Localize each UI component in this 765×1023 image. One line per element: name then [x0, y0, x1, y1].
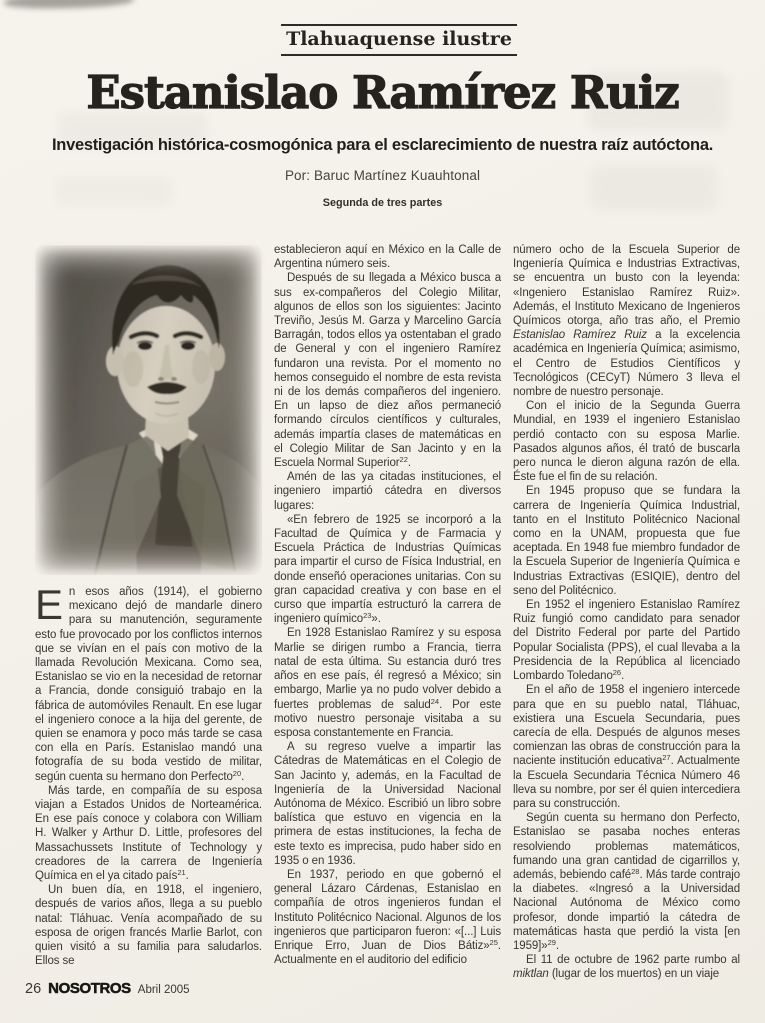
part-note: Segunda de tres partes [322, 197, 443, 209]
article-subtitle: Investigación histórica-cosmogónica para el esclarecimiento de nuestra raíz autóctona. [52, 136, 713, 154]
text-run: n esos años (1914), el gobierno mexicano dejó de mandarle dinero para su manutención, seguramente esto fue provocado por los conflictos internos que se vivían en el país con motivo de la llamada Revolución Mexicana. Como sea, Estanislao se vio en la necesidad de retornar a Francia, donde consiguió trabajo en la fábrica de automóviles Renault. En ese lugar el ingeniero conoce a la hija del gerente, de quien se enamora y poco más tarde se casa con ella en París. Estanislao mandó una fotografía de su boda vestido de militar, según cuenta su hermano don Perfecto [35, 586, 262, 783]
article-body [35, 243, 740, 982]
text-run: . Más tarde contrajo la diabetes. «Ingresó a la Universidad Nacional Autónoma de México como profesor, donde impartió la cátedra de matemáticas hasta que perdió la vista [en 1959]» [513, 868, 740, 952]
text-run: Estanislao Ramírez Ruiz [513, 329, 647, 342]
text-run: Según cuenta su hermano don Perfecto, Estanislao se pasaba noches enteras resolviendo problemas matemáticos, fumando una gran cantidad de cigarrillos y, además, bebiendo café [513, 812, 740, 881]
footnote-reference: 26 [612, 668, 622, 678]
text-run: En 1945 propuso que se fundara la carrera de Ingeniería Química Industrial, tanto en el Instituto Politécnico Nacional como en la UNAM, propuesta que fue aceptada. En 1948 fue miembro fundador de la Escuela Superior de Ingeniería Química e Industrias Extractivas (ESIQIE), dentro del seno del Politécnico. [513, 485, 740, 597]
article-paragraph [274, 868, 501, 967]
footnote-reference: 22 [399, 455, 408, 465]
drop-cap: E [35, 581, 63, 628]
text-run: establecieron aquí en México en la Calle de Argentina número seis. [274, 244, 501, 271]
article-paragraph [513, 598, 740, 683]
footnote-reference: 24 [430, 696, 440, 706]
text-run: . [621, 670, 625, 683]
article-paragraph [513, 484, 740, 598]
text-run: (lugar de los muertos) en un viaje [548, 968, 720, 981]
text-run: Más tarde, en compañía de su esposa viajan a Estados Unidos de Norteamérica. En ese país conoce y colabora con William H. Walker y Arthur D. Little, profesores del Massachussets Institute of Technology y creadores de la carrera de Ingeniería Química en el ya citado país [35, 784, 262, 883]
text-run: En 1937, periodo en que gobernó el general Lázaro Cárdenas, Estanislao en compañía de otros ingenieros fundan el Instituto Politécnico Nacional. Algunos de los ingenieros que participaron fueron: «[...] Luis Enrique Erro, Juan de Dios Bátiz» [274, 868, 501, 952]
article-column-left [35, 243, 262, 968]
text-run: a la excelencia académica en Ingeniería Química; asimismo, el Centro de Estudios Científicos y Tecnológicos (CECyT) Número 3 lleva el nombre de nuestro personaje. [513, 329, 741, 399]
text-run: En el año de 1958 el ingeniero intercede para que en su pueblo natal, Tláhuac, existiera una Escuela Secundaria, pues carecía de ella. Después de algunos meses comienzan las obras de construcción para la naciente institución educativa [513, 684, 740, 768]
text-run: . Actualmente la Escuela Secundaria Técnica Número 46 lleva su nombre, por ser él quien intercediera para su construcción. [513, 755, 740, 810]
page-footer [25, 980, 190, 997]
article-paragraph [35, 784, 262, 883]
text-run: número ocho de la Escuela Superior de Ingeniería Química e Industrias Extractivas, se encuentra un busto con la leyenda: «Ingeniero Estanislao Ramírez Ruiz». Además, el Instituto Mexicano de Ingenieros Químicos otorga, año tras año, el Premio [513, 244, 740, 328]
portrait-photo-image [35, 245, 262, 575]
footer-issue-date: Abril 2005 [137, 984, 190, 996]
text-run: Después de su llegada a México busca a sus ex-compañeros del Colegio Militar, algunos de ellos son los siguientes: Jacinto Treviño, Jesús M. Garza y Marcelino García Barragán, todos ellos ya ostentaban el grado de General y con el ingeniero Ramírez fundaron una revista. Por el momento no hemos conseguido el nombre de esta revista ni de los demás compañeros del ingeniero. En un lapso de diez años permaneció formando círculos científicos y culturales, además impartía clases de matemáticas en el Colegio Militar de San Jacinto y en la Escuela Normal Superior [274, 272, 501, 470]
footnote-reference: 23 [363, 611, 372, 621]
text-run: «En febrero de 1925 se incorporó a la Facultad de Química y de Farmacia y Escuela Práctica de Industrias Químicas para impartir el curso de Física Industrial, en donde enseñó operaciones unitarias. Con su gran capacidad creativa y con base en el curso que impartía estructuró la carrera de ingeniero químico [274, 513, 501, 626]
article-paragraph [513, 243, 740, 399]
article-paragraph [274, 470, 501, 513]
footer-page-number: 26 [25, 981, 42, 997]
footnote-reference: 20 [232, 768, 242, 778]
text-run: . Actualmente en el auditorio del edificio [274, 939, 501, 967]
text-run: Con el inicio de la Segunda Guerra Mundial, en 1939 el ingeniero Estanislao perdió contacto con su esposa Marlie. Pasados algunos años, él trató de buscarla pero nunca le dieron alguna razón de ella. Éste fue el fin de su relación. [513, 400, 740, 484]
footer-magazine-name: NOSOTROS [48, 980, 131, 997]
text-run: En 1952 el ingeniero Estanislao Ramírez Ruiz fungió como candidato para senador del Distrito Federal por parte del Partido Popular Socialista (PPS), el cual llevaba a la Presidencia de la República al licenciado Lombardo Toledano [513, 599, 740, 683]
text-run: . [407, 457, 411, 470]
footnote-reference: 28 [631, 866, 640, 876]
text-run: . [241, 770, 245, 783]
article-column-right [513, 243, 740, 982]
footnote-reference: 29 [547, 937, 556, 947]
text-run: . [185, 870, 189, 883]
article-paragraph [35, 883, 262, 968]
text-run: miktlan [513, 968, 549, 981]
article-column-middle [274, 243, 501, 967]
footnote-reference: 25 [489, 937, 498, 947]
article-paragraph [35, 581, 262, 784]
text-run: A su regreso vuelve a impartir las Cátedras de Matemáticas en el Colegio de San Jacinto y, además, en la Facultad de Ingeniería de la Universidad Nacional Autónoma de México. Escribió un libro sobre balística que estuvo en vigencia en la primera de estas instituciones, la fecha de este texto es imprecisa, pudo haber sido en 1935 o en 1936. [274, 741, 501, 867]
text-run: ». [371, 613, 381, 626]
article-paragraph [513, 399, 740, 484]
scan-artifact [4, 0, 134, 10]
page-title: Estanislao Ramírez Ruiz [86, 66, 679, 119]
article-paragraph [513, 953, 740, 981]
text-run: Un buen día, en 1918, el ingeniero, después de varios años, llega a su pueblo natal: Tláhuac. Venía acompañado de su esposa de origen francés Marlie Barlot, con quien visitó a su familia para saludarlos. Ellos se [35, 884, 262, 968]
text-run: El 11 de octubre de 1962 parte rumbo al [526, 954, 740, 967]
article-paragraph [274, 740, 501, 868]
portrait-photo [35, 245, 262, 575]
article-paragraph [274, 513, 501, 627]
text-run: En 1928 Estanislao Ramírez y su esposa Marlie se dirigen rumbo a Francia, tierra natal de esta última. Su estancia duró tres años en ese país, él regresó a México; sin embargo, Marlie ya no pudo volver debido a fuertes problemas de salud [274, 627, 501, 711]
article-paragraph [274, 271, 501, 470]
text-run: Amén de las ya citadas instituciones, el ingeniero impartió cátedra en diversos lugares: [274, 471, 501, 512]
text-run: . [555, 939, 560, 952]
article-paragraph [513, 683, 740, 811]
byline: Por: Baruc Martínez Kuauhtonal [284, 168, 481, 183]
footnote-reference: 27 [662, 753, 671, 763]
section-kicker: Tlahuaquense ilustre [281, 24, 517, 56]
article-paragraph [513, 811, 740, 953]
article-paragraph [274, 243, 501, 271]
footnote-reference: 21 [177, 868, 186, 878]
text-run: . Por este motivo nuestro personaje visitaba a su esposa constantemente en Francia. [274, 698, 502, 739]
article-paragraph [274, 626, 501, 740]
